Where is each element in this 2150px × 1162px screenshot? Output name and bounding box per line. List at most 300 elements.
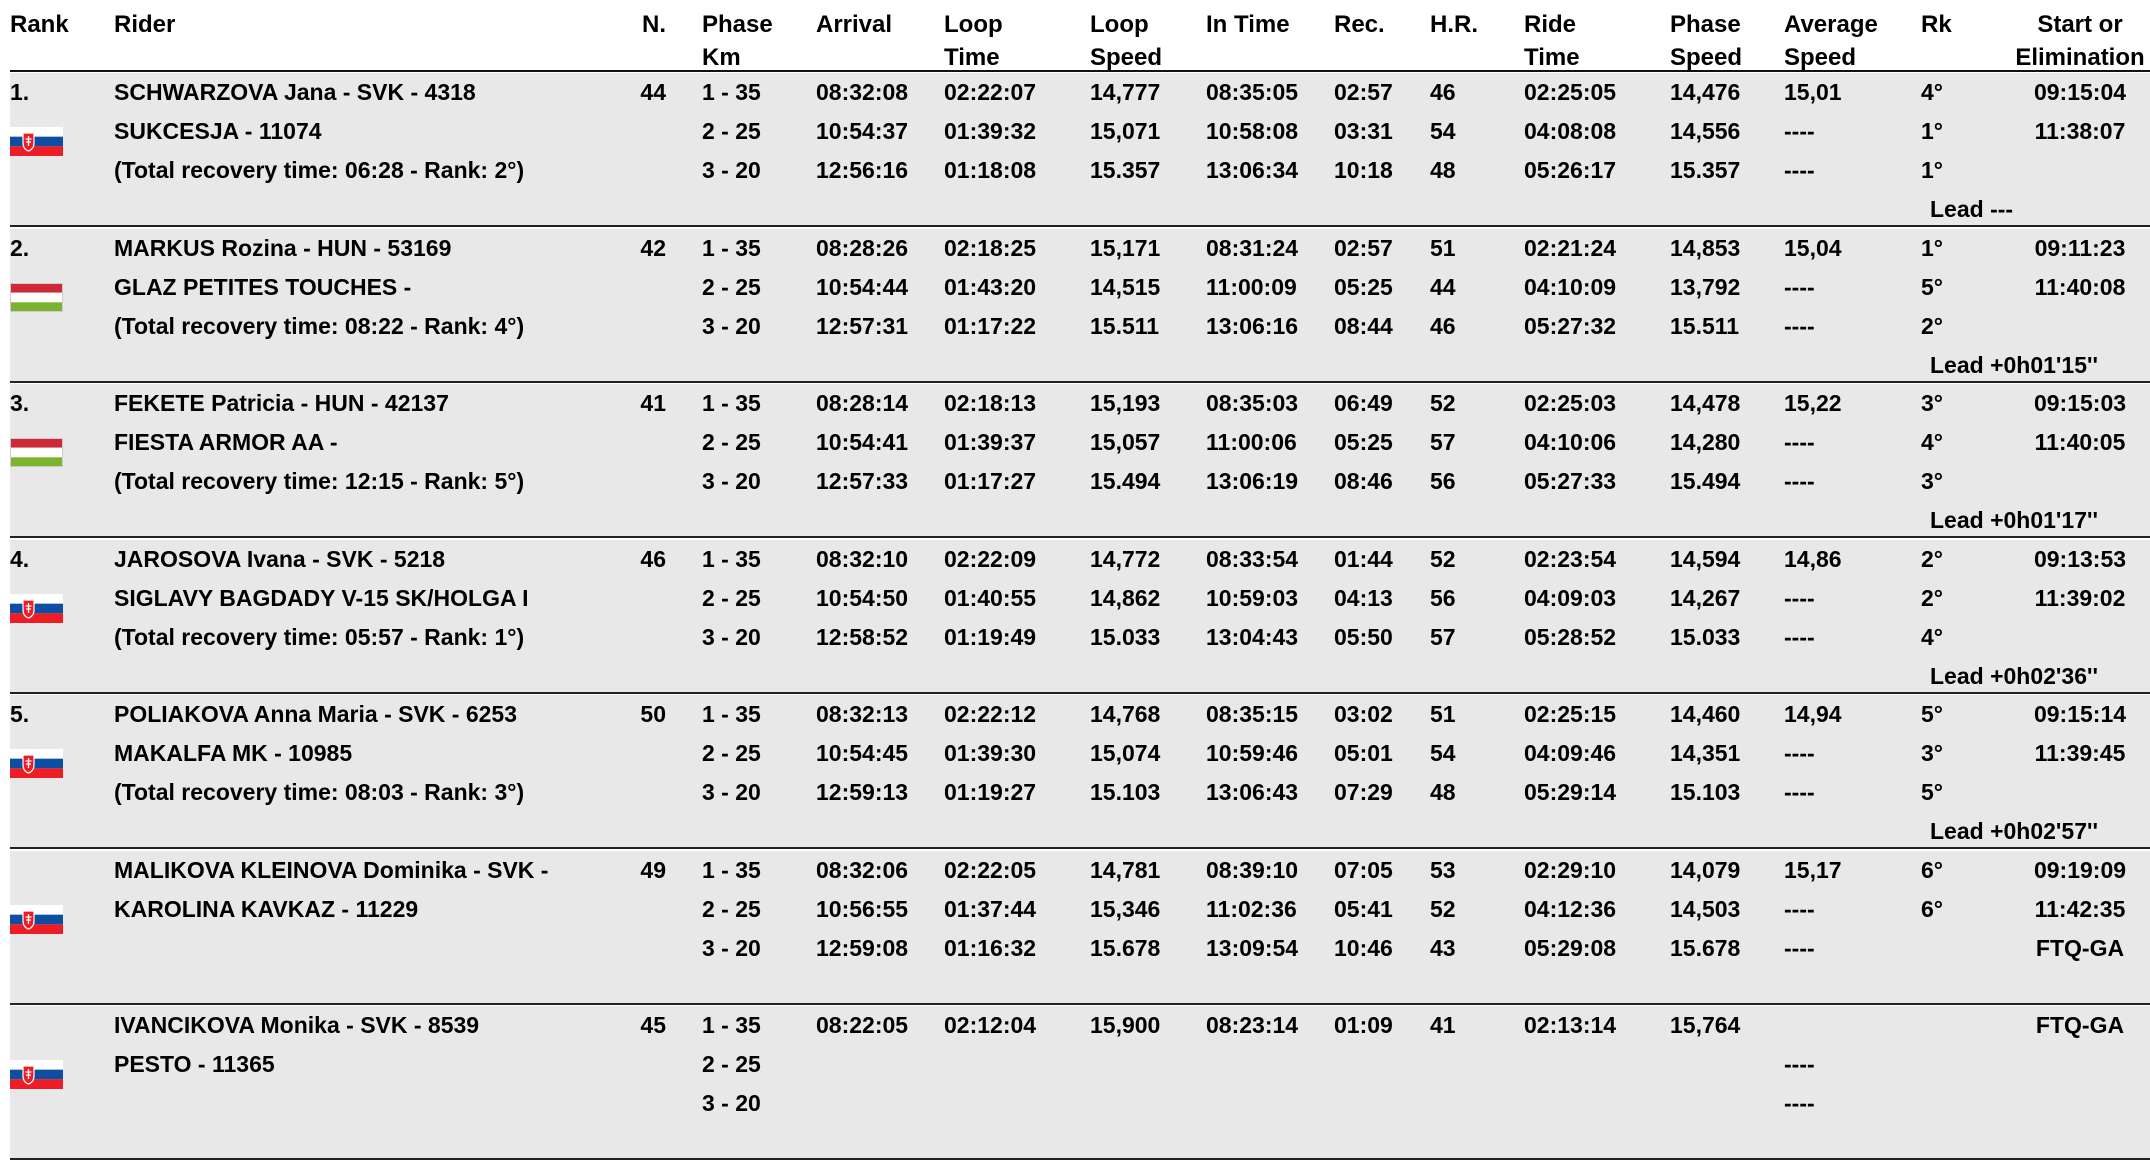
rec-cell: 02:57 — [1334, 79, 1393, 105]
lead-gap: Lead +0h01'15'' — [1930, 351, 2098, 378]
slovakia-flag-icon — [10, 127, 63, 156]
average-speed-cell: ---- — [1784, 273, 1815, 300]
arrival-cell: 12:58:52 — [816, 623, 909, 650]
phase-km-cell: 2 - 25 — [702, 895, 761, 922]
in-time-cell: 11:02:36 — [1206, 895, 1297, 922]
phase-km-cell: 1 - 35 — [702, 701, 761, 727]
arrival-cell: 12:57:31 — [816, 312, 909, 339]
loop-time-cell: 02:22:12 — [944, 701, 1037, 727]
row-divider — [10, 536, 2150, 538]
rk-cell: 4° — [1921, 623, 1943, 650]
phase-speed-cell: 15.494 — [1670, 468, 1741, 494]
header-rider: Rider — [114, 11, 176, 38]
arrival-cell: 08:28:14 — [816, 390, 909, 416]
phase-km-cell: 2 - 25 — [702, 429, 761, 455]
header-rank: Rank — [10, 11, 69, 38]
rider-name: MALIKOVA KLEINOVA Dominika - SVK - — [114, 856, 549, 883]
arrival-cell: 08:32:13 — [816, 701, 909, 727]
phase-speed-cell: 15.511 — [1670, 312, 1740, 339]
in-time-cell: 08:33:54 — [1206, 545, 1299, 572]
hr-cell: 52 — [1430, 390, 1456, 416]
phase-speed-cell: 14,267 — [1670, 584, 1741, 611]
loop-speed-cell: 14,515 — [1090, 273, 1161, 300]
header-loop-speed-line1: Loop — [1090, 11, 1149, 38]
rec-cell: 08:44 — [1334, 312, 1393, 339]
hr-cell: 48 — [1430, 779, 1456, 805]
loop-time-cell: 01:39:32 — [944, 118, 1037, 144]
rank: 1. — [10, 79, 30, 105]
arrival-cell: 08:32:10 — [816, 545, 909, 572]
lead-gap: Lead +0h02'36'' — [1930, 662, 2098, 689]
in-time-cell: 13:06:43 — [1206, 779, 1299, 805]
phase-speed-cell: 14,476 — [1670, 79, 1741, 105]
row-divider — [10, 1003, 2150, 1005]
arrival-cell: 12:56:16 — [816, 157, 909, 183]
loop-speed-cell: 15,071 — [1090, 118, 1161, 144]
phase-km-cell: 2 - 25 — [702, 584, 761, 611]
hr-cell: 54 — [1430, 740, 1456, 766]
phase-km-cell: 3 - 20 — [702, 312, 761, 339]
rec-cell: 08:46 — [1334, 468, 1393, 494]
loop-time-cell: 02:18:13 — [944, 390, 1037, 416]
phase-km-cell: 3 - 20 — [702, 157, 761, 183]
hr-cell: 54 — [1430, 118, 1456, 144]
ride-time-cell: 02:29:10 — [1524, 856, 1617, 883]
start-or-elimination-cell: 11:42:35 — [2034, 895, 2126, 922]
ride-time-cell: 02:25:03 — [1524, 390, 1617, 416]
ride-time-cell: 02:13:14 — [1524, 1012, 1617, 1038]
arrival-cell: 10:56:55 — [816, 895, 909, 922]
total-recovery: (Total recovery time: 06:28 - Rank: 2°) — [114, 157, 525, 183]
header-in-time: In Time — [1206, 11, 1290, 38]
ride-time-cell: 04:08:08 — [1524, 118, 1617, 144]
phase-km-cell: 1 - 35 — [702, 390, 761, 416]
in-time-cell: 08:31:24 — [1206, 234, 1299, 261]
phase-speed-cell: 14,853 — [1670, 234, 1741, 261]
phase-speed-cell: 14,478 — [1670, 390, 1741, 416]
rec-cell: 10:46 — [1334, 934, 1393, 961]
phase-km-cell: 1 - 35 — [702, 234, 761, 261]
start-or-elimination-cell: FTQ-GA — [2035, 934, 2125, 961]
rec-cell: 03:31 — [1334, 118, 1393, 144]
rk-cell: 1° — [1921, 234, 1943, 261]
header-loop-speed-line2: Speed — [1090, 44, 1163, 71]
loop-time-cell: 01:18:08 — [944, 157, 1037, 183]
result-entry — [10, 73, 2150, 227]
phase-speed-cell: 14,280 — [1670, 429, 1741, 455]
loop-time-cell: 01:19:27 — [944, 779, 1037, 805]
hr-cell: 57 — [1430, 429, 1456, 455]
phase-speed-cell: 14,594 — [1670, 545, 1741, 572]
average-speed-cell: ---- — [1784, 584, 1815, 611]
rider-number: 49 — [640, 856, 666, 883]
lead-gap: Lead +0h02'57'' — [1930, 818, 2098, 844]
average-speed-cell: ---- — [1784, 779, 1815, 805]
average-speed-cell: ---- — [1784, 429, 1815, 455]
start-or-elimination-cell: 09:11:23 — [2034, 234, 2126, 261]
rk-cell: 5° — [1921, 701, 1943, 727]
rk-cell: 5° — [1921, 779, 1943, 805]
in-time-cell: 08:39:10 — [1206, 856, 1299, 883]
lead-gap: Lead +0h01'17'' — [1930, 507, 2098, 533]
header-start-elimination — [1990, 8, 2150, 74]
row-divider — [10, 225, 2150, 227]
loop-time-cell: 01:43:20 — [944, 273, 1037, 300]
average-speed-cell: ---- — [1784, 312, 1815, 339]
rec-cell: 01:09 — [1334, 1012, 1393, 1038]
rider-name: JAROSOVA Ivana - SVK - 5218 — [114, 545, 446, 572]
horse-name: PESTO - 11365 — [114, 1051, 275, 1077]
average-speed-cell: ---- — [1784, 468, 1815, 494]
in-time-cell: 13:09:54 — [1206, 934, 1299, 961]
loop-speed-cell: 15,074 — [1090, 740, 1161, 766]
start-or-elimination-cell: 11:39:45 — [2034, 740, 2126, 766]
total-recovery: (Total recovery time: 05:57 - Rank: 1°) — [114, 623, 525, 650]
horse-name: SUKCESJA - 11074 — [114, 118, 322, 144]
rec-cell: 05:41 — [1334, 895, 1393, 922]
loop-speed-cell: 14,772 — [1090, 545, 1161, 572]
horse-name: KAROLINA KAVKAZ - 11229 — [114, 895, 419, 922]
ride-time-cell: 02:21:24 — [1524, 234, 1617, 261]
header-loop-time-line1: Loop — [944, 11, 1003, 38]
arrival-cell: 10:54:37 — [816, 118, 909, 144]
arrival-cell: 10:54:50 — [816, 584, 909, 611]
header-number: N. — [642, 11, 666, 38]
loop-speed-cell: 15,171 — [1090, 234, 1161, 261]
rk-cell: 3° — [1921, 468, 1943, 494]
rider-name: SCHWARZOVA Jana - SVK - 4318 — [114, 79, 476, 105]
phase-speed-cell: 14,503 — [1670, 895, 1741, 922]
header-average-speed — [1784, 8, 1878, 74]
rank: 4. — [10, 545, 30, 572]
phase-speed-cell: 13,792 — [1670, 273, 1741, 300]
horse-name: FIESTA ARMOR AA - — [114, 429, 338, 455]
slovakia-flag-icon — [10, 594, 63, 623]
hr-cell: 53 — [1430, 856, 1456, 883]
loop-speed-cell: 15.511 — [1090, 312, 1160, 339]
in-time-cell: 08:35:05 — [1206, 79, 1299, 105]
hungary-flag-icon — [10, 438, 63, 467]
loop-time-cell: 01:17:27 — [944, 468, 1037, 494]
ride-time-cell: 02:25:05 — [1524, 79, 1617, 105]
slovakia-flag-icon — [10, 1060, 63, 1089]
loop-time-cell: 01:39:37 — [944, 429, 1037, 455]
horse-name: GLAZ PETITES TOUCHES - — [114, 273, 412, 300]
loop-speed-cell: 15.494 — [1090, 468, 1161, 494]
result-entry — [10, 540, 2150, 694]
phase-speed-cell: 15.357 — [1670, 157, 1741, 183]
phase-speed-cell: 14,351 — [1670, 740, 1741, 766]
phase-km-cell: 2 - 25 — [702, 118, 761, 144]
header-phase-speed-line2: Speed — [1670, 44, 1743, 71]
header-start-elim-line1: Start or — [2037, 11, 2123, 38]
phase-km-cell: 2 - 25 — [702, 273, 761, 300]
loop-speed-cell: 15,057 — [1090, 429, 1161, 455]
header-ride-time-line2: Time — [1524, 44, 1580, 71]
ride-time-cell: 04:09:46 — [1524, 740, 1617, 766]
hr-cell: 44 — [1430, 273, 1456, 300]
hr-cell: 43 — [1430, 934, 1456, 961]
result-entry — [10, 384, 2150, 538]
phase-km-cell: 1 - 35 — [702, 79, 761, 105]
row-divider — [10, 1158, 2150, 1160]
rider-name: FEKETE Patricia - HUN - 42137 — [114, 390, 449, 416]
phase-speed-cell: 15.033 — [1670, 623, 1741, 650]
rank: 5. — [10, 701, 30, 727]
header-ride-time — [1524, 8, 1580, 74]
rec-cell: 07:29 — [1334, 779, 1393, 805]
loop-time-cell: 02:12:04 — [944, 1012, 1037, 1038]
average-speed-cell: ---- — [1784, 740, 1815, 766]
result-entry — [10, 695, 2150, 849]
horse-name: SIGLAVY BAGDADY V-15 SK/HOLGA I — [114, 584, 529, 611]
average-speed-cell: ---- — [1784, 623, 1815, 650]
rank: 3. — [10, 390, 30, 416]
rk-cell: 1° — [1921, 118, 1943, 144]
hr-cell: 46 — [1430, 312, 1456, 339]
start-or-elimination-cell: 11:38:07 — [2034, 118, 2126, 144]
header-phase-speed — [1670, 8, 1742, 74]
total-recovery: (Total recovery time: 12:15 - Rank: 5°) — [114, 468, 525, 494]
total-recovery: (Total recovery time: 08:03 - Rank: 3°) — [114, 779, 525, 805]
header-hr: H.R. — [1430, 11, 1478, 38]
average-speed-cell: 14,94 — [1784, 701, 1842, 727]
loop-speed-cell: 14,777 — [1090, 79, 1161, 105]
hr-cell: 48 — [1430, 157, 1456, 183]
slovakia-flag-icon — [10, 905, 63, 934]
in-time-cell: 13:06:34 — [1206, 157, 1299, 183]
rec-cell: 01:44 — [1334, 545, 1393, 572]
start-or-elimination-cell: 11:40:05 — [2034, 429, 2126, 455]
rk-cell: 4° — [1921, 429, 1943, 455]
rec-cell: 02:57 — [1334, 234, 1393, 261]
average-speed-cell: 15,22 — [1784, 390, 1842, 416]
rec-cell: 06:49 — [1334, 390, 1393, 416]
rider-number: 44 — [640, 79, 666, 105]
hr-cell: 52 — [1430, 545, 1456, 572]
arrival-cell: 08:22:05 — [816, 1012, 909, 1038]
result-entry — [10, 229, 2150, 383]
hr-cell: 57 — [1430, 623, 1456, 650]
header-start-elim-line2: Elimination — [2015, 44, 2145, 71]
rk-cell: 4° — [1921, 79, 1943, 105]
average-speed-cell: 15,04 — [1784, 234, 1842, 261]
ride-time-cell: 04:10:09 — [1524, 273, 1617, 300]
header-rule — [10, 70, 2150, 72]
ride-time-cell: 05:29:14 — [1524, 779, 1617, 805]
average-speed-cell: ---- — [1784, 118, 1815, 144]
ride-time-cell: 04:10:06 — [1524, 429, 1617, 455]
start-or-elimination-cell: 09:15:14 — [2033, 701, 2127, 727]
rank: 2. — [10, 234, 30, 261]
rk-cell: 2° — [1921, 312, 1943, 339]
average-speed-cell: 15,17 — [1784, 856, 1842, 883]
loop-time-cell: 01:37:44 — [944, 895, 1037, 922]
rider-name: POLIAKOVA Anna Maria - SVK - 6253 — [114, 701, 518, 727]
loop-time-cell: 01:17:22 — [944, 312, 1037, 339]
ride-time-cell: 02:23:54 — [1524, 545, 1617, 572]
start-or-elimination-cell: 09:19:09 — [2033, 856, 2127, 883]
row-divider — [10, 381, 2150, 383]
loop-speed-cell: 14,768 — [1090, 701, 1161, 727]
rec-cell: 03:02 — [1334, 701, 1393, 727]
header-loop-speed — [1090, 8, 1162, 74]
rk-cell: 6° — [1921, 895, 1943, 922]
rider-name: MARKUS Rozina - HUN - 53169 — [114, 234, 452, 261]
phase-speed-cell: 14,460 — [1670, 701, 1741, 727]
rk-cell: 2° — [1921, 545, 1943, 572]
loop-speed-cell: 15,346 — [1090, 895, 1161, 922]
rk-cell: 5° — [1921, 273, 1943, 300]
phase-km-cell: 1 - 35 — [702, 545, 761, 572]
rider-number: 45 — [640, 1012, 666, 1038]
loop-time-cell: 01:16:32 — [944, 934, 1037, 961]
loop-speed-cell: 15.103 — [1090, 779, 1161, 805]
horse-name: MAKALFA MK - 10985 — [114, 740, 353, 766]
start-or-elimination-cell: 09:15:04 — [2033, 79, 2127, 105]
hr-cell: 56 — [1430, 584, 1456, 611]
loop-time-cell: 01:19:49 — [944, 623, 1037, 650]
average-speed-cell: ---- — [1784, 895, 1815, 922]
rk-cell: 6° — [1921, 856, 1943, 883]
in-time-cell: 11:00:06 — [1206, 429, 1297, 455]
rider-name: IVANCIKOVA Monika - SVK - 8539 — [114, 1012, 480, 1038]
arrival-cell: 08:28:26 — [816, 234, 909, 261]
in-time-cell: 08:35:03 — [1206, 390, 1299, 416]
rk-cell: 3° — [1921, 390, 1943, 416]
arrival-cell: 10:54:45 — [816, 740, 909, 766]
header-arrival: Arrival — [816, 11, 893, 38]
loop-speed-cell: 15.357 — [1090, 157, 1161, 183]
arrival-cell: 10:54:44 — [816, 273, 909, 300]
loop-time-cell: 02:22:07 — [944, 79, 1037, 105]
rider-number: 46 — [640, 545, 666, 572]
header-rk: Rk — [1921, 11, 1952, 38]
rec-cell: 07:05 — [1334, 856, 1393, 883]
in-time-cell: 13:06:19 — [1206, 468, 1299, 494]
loop-speed-cell: 14,862 — [1090, 584, 1161, 611]
in-time-cell: 13:06:16 — [1206, 312, 1299, 339]
in-time-cell: 13:04:43 — [1206, 623, 1299, 650]
header-rec: Rec. — [1334, 11, 1385, 38]
arrival-cell: 08:32:06 — [816, 856, 909, 883]
phase-km-cell: 3 - 20 — [702, 623, 761, 650]
total-recovery: (Total recovery time: 08:22 - Rank: 4°) — [114, 312, 525, 339]
arrival-cell: 10:54:41 — [816, 429, 909, 455]
header-average-speed-line1: Average — [1784, 11, 1878, 38]
phase-km-cell: 3 - 20 — [702, 468, 761, 494]
loop-speed-cell: 15,900 — [1090, 1012, 1161, 1038]
average-speed-cell: ---- — [1784, 934, 1815, 961]
ride-time-cell: 05:26:17 — [1524, 157, 1617, 183]
phase-speed-cell: 14,556 — [1670, 118, 1741, 144]
phase-km-cell: 1 - 35 — [702, 856, 761, 883]
phase-speed-cell: 15,764 — [1670, 1012, 1741, 1038]
ride-time-cell: 04:12:36 — [1524, 895, 1617, 922]
row-divider — [10, 692, 2150, 694]
loop-time-cell: 01:39:30 — [944, 740, 1037, 766]
hr-cell: 52 — [1430, 895, 1456, 922]
start-or-elimination-cell: 09:15:03 — [2033, 390, 2127, 416]
header-phase-speed-line1: Phase — [1670, 11, 1741, 38]
ride-time-cell: 05:27:33 — [1524, 468, 1617, 494]
loop-time-cell: 01:40:55 — [944, 584, 1037, 611]
header-phase-km-line1: Phase — [702, 11, 773, 38]
average-speed-cell: ---- — [1784, 1051, 1815, 1077]
ride-time-cell: 05:29:08 — [1524, 934, 1617, 961]
arrival-cell: 12:59:08 — [816, 934, 909, 961]
start-or-elimination-cell: 11:40:08 — [2034, 273, 2126, 300]
loop-speed-cell: 15.033 — [1090, 623, 1161, 650]
in-time-cell: 10:59:03 — [1206, 584, 1299, 611]
rider-number: 41 — [640, 390, 666, 416]
start-or-elimination-cell: FTQ-GA — [2035, 1012, 2125, 1038]
rec-cell: 05:01 — [1334, 740, 1393, 766]
rider-number: 42 — [640, 234, 666, 261]
phase-speed-cell: 15.103 — [1670, 779, 1741, 805]
rider-number: 50 — [640, 701, 666, 727]
header-ride-time-line1: Ride — [1524, 11, 1577, 38]
phase-km-cell: 2 - 25 — [702, 1051, 761, 1077]
rk-cell: 2° — [1921, 584, 1943, 611]
in-time-cell: 08:23:14 — [1206, 1012, 1299, 1038]
slovakia-flag-icon — [10, 749, 63, 778]
rec-cell: 05:25 — [1334, 429, 1393, 455]
average-speed-cell: 15,01 — [1784, 79, 1842, 105]
ride-time-cell: 05:28:52 — [1524, 623, 1617, 650]
header-loop-time — [944, 8, 1003, 74]
in-time-cell: 10:59:46 — [1206, 740, 1299, 766]
rk-cell: 1° — [1921, 157, 1943, 183]
hr-cell: 56 — [1430, 468, 1456, 494]
phase-km-cell: 3 - 20 — [702, 934, 761, 961]
lead-gap: Lead --- — [1930, 196, 2014, 222]
phase-speed-cell: 14,079 — [1670, 856, 1741, 883]
average-speed-cell: ---- — [1784, 1090, 1815, 1116]
header-loop-time-line2: Time — [944, 44, 1000, 71]
hr-cell: 51 — [1430, 701, 1456, 727]
row-divider — [10, 847, 2150, 849]
in-time-cell: 10:58:08 — [1206, 118, 1299, 144]
hr-cell: 41 — [1430, 1012, 1456, 1038]
rec-cell: 05:25 — [1334, 273, 1393, 300]
ride-time-cell: 02:25:15 — [1524, 701, 1617, 727]
loop-time-cell: 02:22:05 — [944, 856, 1037, 883]
rec-cell: 05:50 — [1334, 623, 1393, 650]
header-phase-km-line2: Km — [702, 44, 741, 71]
start-or-elimination-cell: 09:13:53 — [2033, 545, 2127, 572]
phase-km-cell: 2 - 25 — [702, 740, 761, 766]
average-speed-cell: 14,86 — [1784, 545, 1842, 572]
rec-cell: 04:13 — [1334, 584, 1393, 611]
phase-speed-cell: 15.678 — [1670, 934, 1741, 961]
hr-cell: 51 — [1430, 234, 1456, 261]
arrival-cell: 12:59:13 — [816, 779, 909, 805]
ride-time-cell: 05:27:32 — [1524, 312, 1617, 339]
loop-speed-cell: 14,781 — [1090, 856, 1161, 883]
rk-cell: 3° — [1921, 740, 1943, 766]
loop-speed-cell: 15.678 — [1090, 934, 1161, 961]
in-time-cell: 11:00:09 — [1206, 273, 1297, 300]
start-or-elimination-cell: 11:39:02 — [2034, 584, 2126, 611]
phase-km-cell: 1 - 35 — [702, 1012, 761, 1038]
header-average-speed-line2: Speed — [1784, 44, 1857, 71]
in-time-cell: 08:35:15 — [1206, 701, 1299, 727]
result-entry — [10, 851, 2150, 1005]
hungary-flag-icon — [10, 283, 63, 312]
rec-cell: 10:18 — [1334, 157, 1393, 183]
ride-time-cell: 04:09:03 — [1524, 584, 1617, 611]
